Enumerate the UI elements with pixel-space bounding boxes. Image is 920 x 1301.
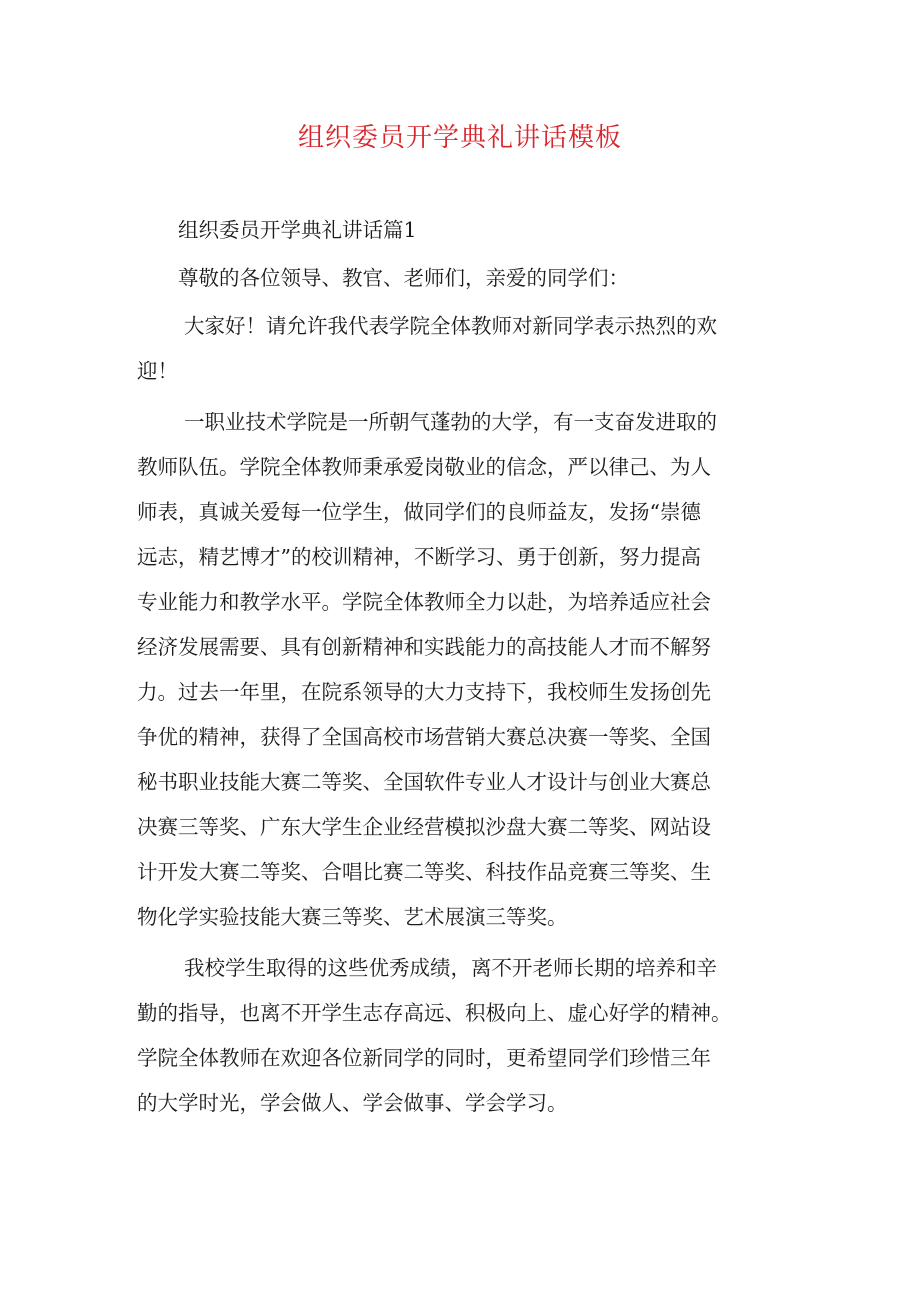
paragraph-line: 勤的指导，也离不开学生志存高远、积极向上、虚心好学的精神。 bbox=[137, 1001, 732, 1025]
paragraph-line: 我校学生取得的这些优秀成绩，离不开老师长期的培养和辛 bbox=[184, 956, 717, 980]
paragraph-line: 秘书职业技能大赛二等奖、全国软件专业人才设计与创业大赛总 bbox=[137, 770, 711, 794]
paragraph-2 bbox=[137, 400, 792, 940]
salutation: 尊敬的各位领导、教官、老师们，亲爱的同学们： bbox=[178, 266, 629, 290]
paragraph-line: 大家好！请允许我代表学院全体教师对新同学表示热烈的欢 bbox=[184, 314, 717, 338]
document-body bbox=[137, 208, 792, 1126]
paragraph-line: 远志，精艺博才”的校训精神，不断学习、勇于创新，努力提高 bbox=[137, 545, 701, 569]
paragraph-line: 学院全体教师在欢迎各位新同学的同时，更希望同学们珍惜三年 bbox=[137, 1046, 711, 1070]
paragraph-3 bbox=[137, 946, 792, 1126]
paragraph-line: 一职业技术学院是一所朝气蓬勃的大学，有一支奋发进取的 bbox=[184, 410, 717, 434]
section-heading: 组织委员开学典礼讲话篇1 bbox=[178, 218, 417, 242]
paragraph-line: 迎！ bbox=[137, 359, 178, 383]
paragraph-line: 专业能力和教学水平。学院全体教师全力以赴，为培养适应社会 bbox=[137, 590, 711, 614]
paragraph-1 bbox=[137, 304, 792, 394]
paragraph-line: 计开发大赛二等奖、合唱比赛二等奖、科技作品竞赛三等奖、生 bbox=[137, 860, 711, 884]
paragraph-line: 师表，真诚关爱每一位学生，做同学们的良师益友，发扬“崇德 bbox=[137, 500, 701, 524]
paragraph-line: 力。过去一年里，在院系领导的大力支持下，我校师生发扬创先 bbox=[137, 680, 711, 704]
paragraph-line: 的大学时光，学会做人、学会做事、学会学习。 bbox=[137, 1091, 568, 1115]
paragraph-line: 经济发展需要、具有创新精神和实践能力的高技能人才而不解努 bbox=[137, 635, 711, 659]
paragraph-line: 决赛三等奖、广东大学生企业经营模拟沙盘大赛二等奖、网站设 bbox=[137, 815, 711, 839]
paragraph-line: 物化学实验技能大赛三等奖、艺术展演三等奖。 bbox=[137, 905, 568, 929]
paragraph-line: 争优的精神，获得了全国高校市场营销大赛总决赛一等奖、全国 bbox=[137, 725, 711, 749]
document-title: 组织委员开学典礼讲话模板 bbox=[297, 123, 622, 153]
paragraph-line: 教师队伍。学院全体教师秉承爱岗敬业的信念，严以律己、为人 bbox=[137, 455, 711, 479]
